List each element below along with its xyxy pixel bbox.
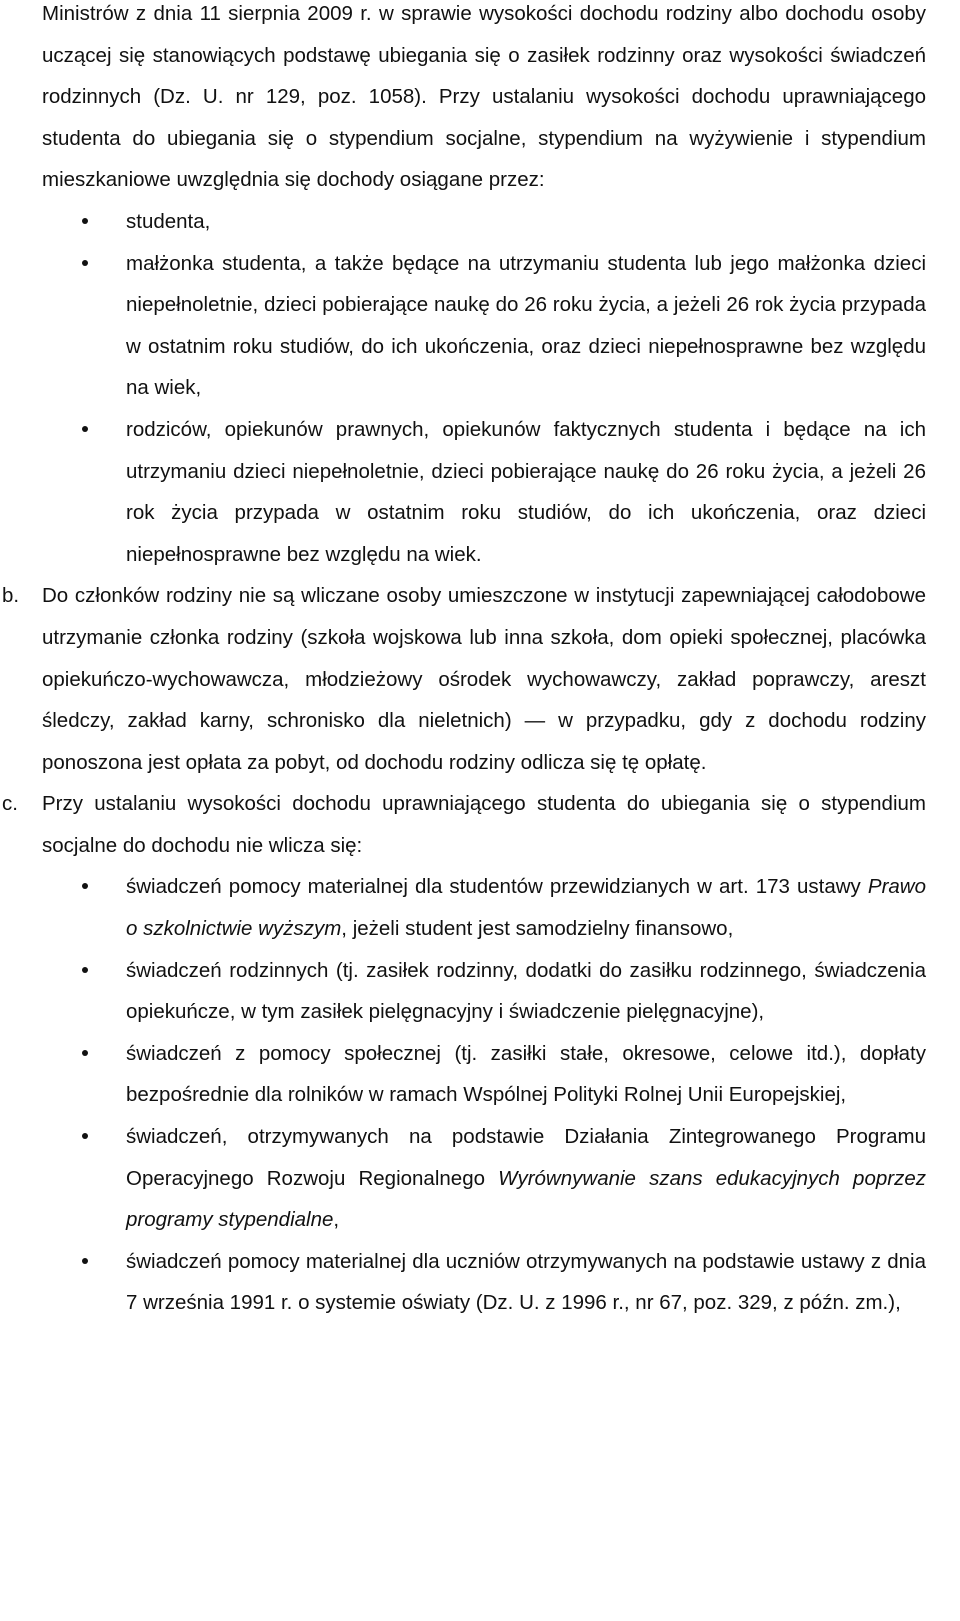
bullet-icon <box>82 260 88 266</box>
list-item-text: , <box>333 1208 340 1232</box>
section-b-paragraph <box>2 575 926 783</box>
list-item <box>126 1116 926 1241</box>
section-c-marker: c. <box>2 792 18 816</box>
list-item <box>126 950 926 1033</box>
intro-paragraph: Ministrów z dnia 11 sierpnia 2009 r. w sprawie wysokości dochodu rodziny albo dochodu osoby uczącej się stanowiących podstawę ubiegania się o zasiłek rodzinny oraz wysokości świadczeń rodzinnych (Dz. U. nr 129, poz. 1058). Przy ustalaniu wysokości dochodu uprawniającego studenta do ubiegania się o stypendium socjalne, stypendium na wyżywienie i stypendium mieszkaniowe uwzględnia się dochody osiągane przez: <box>42 2 926 192</box>
list-item-text: małżonka studenta, a także będące na utrzymaniu studenta lub jego małżonka dzieci niepełnoletnie, dzieci pobierające naukę do 26 roku życia, a jeżeli 26 rok życia przypada w ostatnim roku studiów, do ich ukończenia, oraz dzieci niepełnosprawne bez względu na wiek, <box>126 251 926 400</box>
list-item-text: , jeżeli student jest samodzielny finansowo, <box>341 917 734 941</box>
section-b-text: Do członków rodziny nie są wliczane osoby umieszczone w instytucji zapewniającej całodobowe utrzymanie członka rodziny (szkoła wojskowa lub inna szkoła, dom opieki społecznej, placówka opiekuńczo-wychowawcza, młodzieżowy ośrodek wychowawczy, zakład poprawczy, areszt śledczy, zakład karny, schronisko dla nieletnich) — w przypadku, gdy z dochodu rodziny ponoszona jest opłata za pobyt, od dochodu rodziny odlicza się tę opłatę. <box>42 584 926 774</box>
bullet-icon <box>82 1133 88 1139</box>
bullet-icon <box>82 218 88 224</box>
section-c-text: Przy ustalaniu wysokości dochodu uprawniającego studenta do ubiegania się o stypendium socjalne do dochodu nie wlicza się: <box>42 792 926 857</box>
bullet-icon <box>82 967 88 973</box>
excluded-income-list <box>42 866 926 1324</box>
list-item-text: świadczeń pomocy materialnej dla studentów przewidzianych w art. 173 ustawy <box>126 875 868 899</box>
section-b-marker: b. <box>2 584 20 608</box>
law-title: Prawo o szkolnictwie wyższym <box>126 875 926 941</box>
bullet-icon <box>82 1050 88 1056</box>
list-item <box>126 866 926 949</box>
list-item <box>126 409 926 575</box>
bullet-icon <box>82 883 88 889</box>
list-item-text: rodziców, opiekunów prawnych, opiekunów faktycznych studenta i będące na ich utrzymaniu dzieci niepełnoletnie, dzieci pobierające naukę do 26 roku życia, a jeżeli 26 rok życia przypada w ostatnim roku studiów, do ich ukończenia, oraz dzieci niepełnosprawne bez względu na wiek. <box>126 417 926 566</box>
list-item-text: świadczeń, otrzymywanych na podstawie Działania Zintegrowanego Programu Operacyjnego Rozwoju Regionalnego <box>126 1125 926 1190</box>
section-c-paragraph <box>2 783 926 866</box>
list-item-text: świadczeń rodzinnych (tj. zasiłek rodzinny, dodatki do zasiłku rodzinnego, świadczenia opiekuńcze, w tym zasiłek pielęgnacyjny i świadczenie pielęgnacyjne), <box>126 958 926 1024</box>
program-title: Wyrównywanie szans edukacyjnych poprzez programy stypendialne <box>126 1166 926 1232</box>
list-item <box>126 1241 926 1324</box>
list-item <box>126 201 926 243</box>
list-item <box>126 243 926 409</box>
list-item-text: studenta, <box>126 209 211 233</box>
list-item <box>126 1033 926 1116</box>
list-item-text: świadczeń pomocy materialnej dla uczniów otrzymywanych na podstawie ustawy z dnia 7 września 1991 r. o systemie oświaty (Dz. U. z 1996 r., nr 67, poz. 329, z późn. zm.), <box>126 1249 926 1315</box>
list-item-text: świadczeń z pomocy społecznej (tj. zasiłki stałe, okresowe, celowe itd.), dopłaty bezpośrednie dla rolników w ramach Wspólnej Polityki Rolnej Unii Europejskiej, <box>126 1041 926 1107</box>
bullet-icon <box>82 426 88 432</box>
income-sources-list <box>42 201 926 575</box>
bullet-icon <box>82 1258 88 1264</box>
